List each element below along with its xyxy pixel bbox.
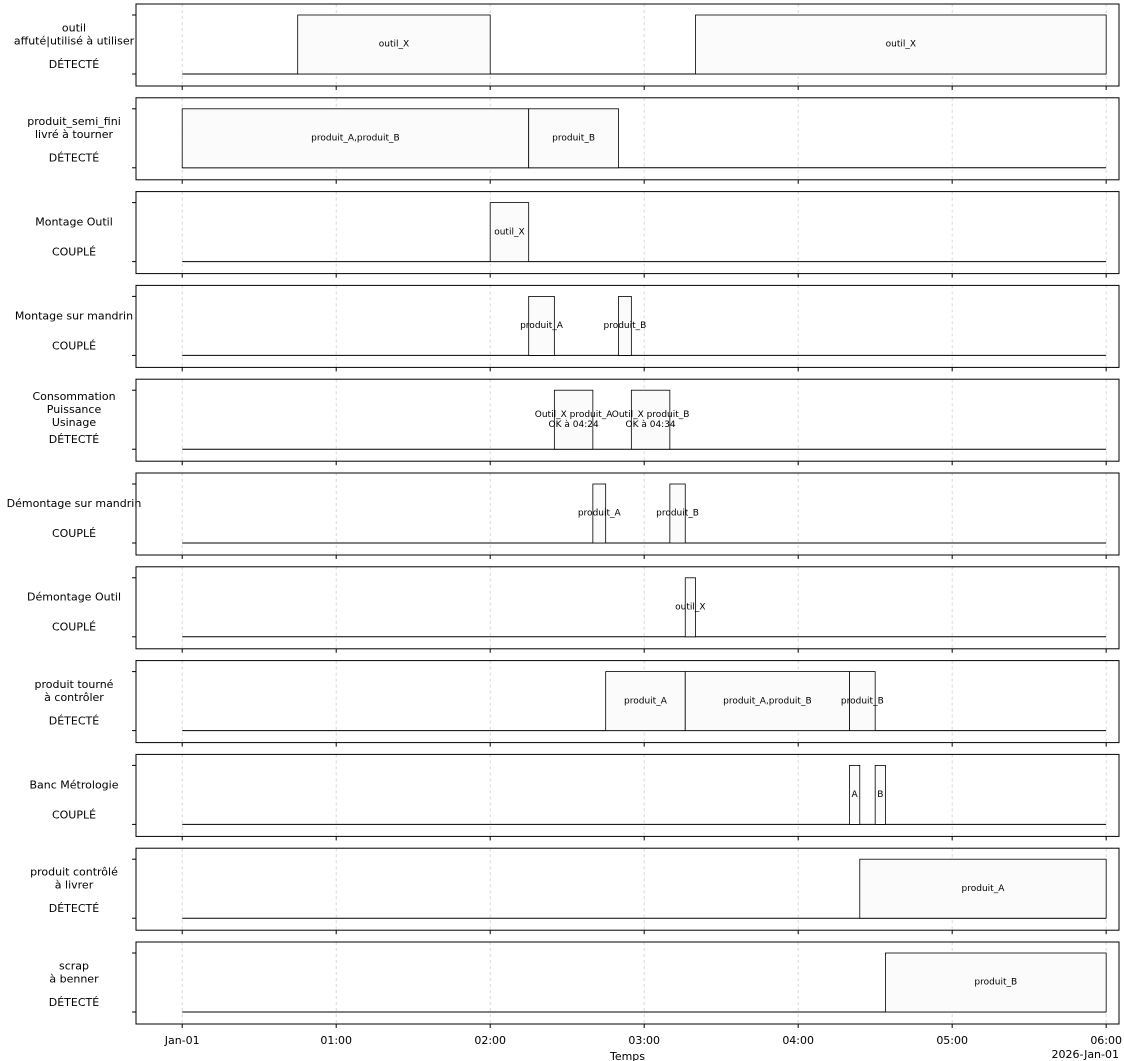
x-tick-label: 06:00	[1090, 1034, 1123, 1047]
segment-label: produit_A	[624, 696, 667, 707]
segment-label: produit_B	[656, 508, 699, 519]
row-name-label: Consommation Puissance Usinage	[32, 390, 116, 430]
row-name-label: Montage Outil	[35, 215, 113, 229]
segment-label: produit_A,produit_B	[723, 696, 812, 707]
row-panel	[30, 848, 1119, 934]
row-name-label: produit tourné à contrôler	[34, 677, 114, 704]
row-name-label: scrap à benner	[49, 959, 99, 986]
segment-label: produit_A	[520, 321, 563, 332]
row-state-label: COUPLÉ	[51, 339, 97, 353]
x-tick-label: 03:00	[628, 1034, 661, 1047]
row-state-label: DÉTECTÉ	[48, 151, 100, 165]
row-name-label: Démontage sur mandrin	[6, 496, 142, 510]
x-tick-label: 02:00	[474, 1034, 507, 1047]
segment-label: produit_B	[603, 321, 647, 332]
row-state-label: COUPLÉ	[51, 808, 97, 822]
segment-label: outil_X	[494, 227, 525, 238]
row-panel	[32, 379, 1119, 465]
segment-label: Outil_X produit_B OK à 04:34	[611, 409, 690, 430]
row-name-label: outil affuté|utilisé à utiliser	[13, 21, 135, 48]
row-panel	[35, 192, 1119, 278]
segment-label: outil_X	[378, 39, 410, 50]
row-panel	[35, 661, 1119, 747]
segment-label: outil_X	[885, 39, 917, 50]
segment-label: outil_X	[675, 602, 706, 613]
segment-label: Outil_X produit_A OK à 04:24	[534, 409, 613, 430]
segment-label: produit_A	[577, 508, 621, 519]
row-name-label: Démontage Outil	[26, 590, 122, 604]
row-panel	[30, 754, 1119, 840]
segment-label: B	[877, 790, 884, 801]
segment-label: produit_A	[961, 883, 1005, 894]
row-name-label: produit contrôlé à livrer	[30, 865, 118, 892]
row-panel	[49, 942, 1119, 1028]
x-tick-label: Jan-01	[164, 1034, 200, 1047]
x-tick-label: 04:00	[782, 1034, 815, 1047]
row-panel	[7, 473, 1119, 559]
x-offset-label: 2026-Jan-01	[1051, 1048, 1119, 1061]
segment-label: A	[851, 790, 858, 801]
row-state-label: COUPLÉ	[51, 526, 97, 540]
row-state-label: DÉTECTÉ	[48, 433, 100, 447]
row-panel	[27, 567, 1119, 653]
row-panel	[15, 285, 1119, 371]
row-panel	[27, 98, 1119, 184]
row-state-label: COUPLÉ	[51, 245, 97, 259]
segment-label: produit_B	[974, 977, 1018, 988]
row-name-label: Banc Métrologie	[29, 778, 119, 792]
x-axis-label: Temps	[609, 1050, 646, 1061]
row-name-label: produit_semi_fini livré à tourner	[27, 115, 121, 142]
row-panel	[14, 4, 1119, 90]
row-state-label: COUPLÉ	[51, 620, 97, 634]
row-state-label: DÉTECTÉ	[48, 714, 100, 728]
segment-label: produit_B	[552, 133, 596, 144]
row-state-label: DÉTECTÉ	[48, 995, 100, 1009]
segment-label: produit_B	[840, 696, 884, 707]
row-state-label: DÉTECTÉ	[48, 57, 100, 71]
x-tick-label: 05:00	[936, 1034, 969, 1047]
row-state-label: DÉTECTÉ	[48, 902, 100, 916]
x-tick-label: 01:00	[320, 1034, 353, 1047]
segment-label: produit_A,produit_B	[311, 133, 400, 144]
row-name-label: Montage sur mandrin	[14, 309, 134, 323]
